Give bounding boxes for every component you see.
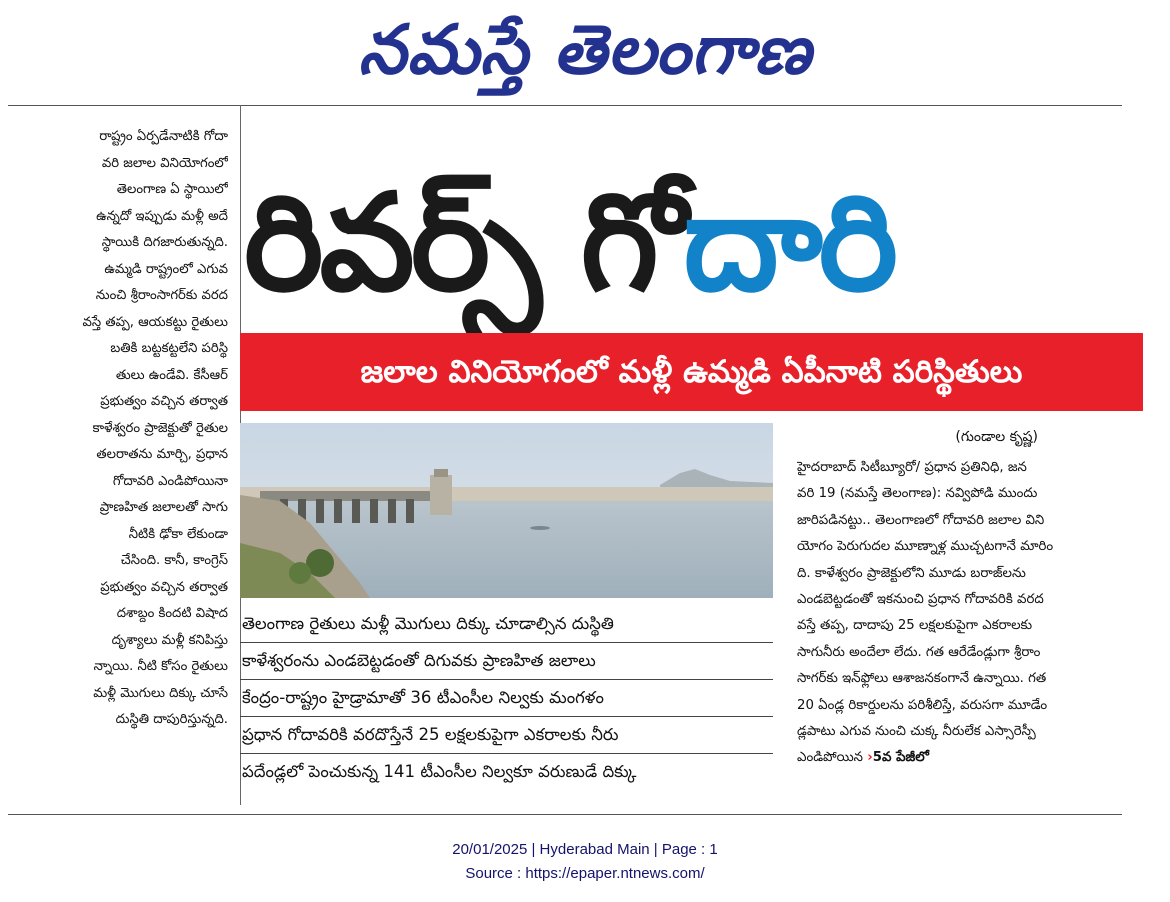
sidebar-line: నుంచి శ్రీరాంసాగర్‌కు వరద (95, 288, 228, 303)
sidebar-line: రాష్ట్రం ఏర్పడేనాటికి గోదా (99, 129, 228, 144)
sidebar-line: ప్రాణహిత జలాలతో సాగు (99, 500, 228, 515)
sidebar-line: ప్రభుత్వం వచ్చిన తర్వాత (100, 579, 228, 595)
footer-source-link[interactable]: Source : https://epaper.ntnews.com/ (465, 865, 705, 882)
article-line: సాగర్‌కు ఇన్‌ఫ్లోలు ఆశాజనకంగానే ఉన్నాయి. గత (797, 671, 1047, 687)
caption-list (240, 606, 773, 790)
sidebar-line: దుస్థితి దాపురిస్తున్నది. (115, 712, 228, 727)
caption-bullet: తెలంగాణ రైతులు మళ్లీ మొగులు దిక్కు చూడాల్సిన దుస్థితి (240, 606, 773, 643)
article-line: డ్లపాటు ఎగువ నుంచి చుక్క నీరులేక ఎస్సారెస్పీ (797, 724, 1036, 740)
sidebar-line: ఉన్నదో ఇప్పుడు మళ్లీ అదే (96, 208, 228, 224)
sidebar-line: ప్రభుత్వం వచ్చిన తర్వాత (100, 394, 228, 409)
sidebar-line: మళ్లీ మొగులు దిక్కు చూసే (93, 685, 228, 701)
article-lines (797, 455, 1137, 745)
sidebar-line: తులు ఉండేవి. కేసీఆర్ (115, 367, 228, 383)
article-line: ది. కాళేశ్వరం ప్రాజెక్టులోని మూడు బరాజ్‌లను (797, 565, 1026, 581)
article-line: 20 ఏండ్ల రికార్డులను పరిశీలిస్తే, వరుసగా మూడేం (797, 697, 1048, 713)
top-divider (8, 105, 1122, 106)
sidebar-line: చేసింది. కానీ, కాంగ్రెస్ (120, 553, 228, 568)
article-line: వస్తే తప్ప, దాదాపు 25 లక్షలకుపైగా ఎకరాలకు (797, 618, 1033, 634)
caption-bullet: కేంద్రం-రాష్ట్రం హైడ్రామాతో 36 టీఎంసీల నిల్వకు మంగళం (240, 680, 773, 717)
caption-bullet: పదేండ్లలో పెంచుకున్న 141 టీఎంసీల నిల్వకూ వరుణుడే దిక్కు (242, 762, 637, 781)
article-line: సాగునీరు అందేలా లేదు. గత ఆరేడేండ్లుగా శ్రీరాం (797, 644, 1041, 660)
continue-page-link[interactable]: 5వ పేజీలో (872, 750, 929, 766)
article-body (797, 455, 1137, 772)
continue-arrow-icon: › (867, 750, 873, 766)
article-line: హైదరాబాద్‌ సిటీబ్యూరో/ ప్రధాన ప్రతినిధి, జన (797, 460, 1027, 475)
article-last-text: ఎండిపోయిన (797, 750, 864, 766)
footer (0, 838, 1170, 886)
sidebar-line: నీటికి ఢోకా లేకుండా (128, 526, 228, 542)
sidebar-line: ఉమ్మడి రాష్ట్రంలో ఎగువ (104, 261, 228, 277)
sidebar-line: తెలంగాణ ఏ స్థాయిలో (116, 182, 228, 197)
sidebar-line: దృశ్యాలు మళ్లీ కనిపిస్తు (111, 632, 228, 648)
caption-bullet: కాళేశ్వరంను ఎండబెట్టడంతో దిగువకు ప్రాణహిత జలాలు (240, 643, 773, 680)
article-line: జారిపడినట్టు.. తెలంగాణలో గోదావరి జలాల విని (797, 512, 1045, 528)
headline (244, 148, 1144, 338)
barrage-photo (240, 423, 773, 598)
subheadline-banner: జలాల వినియోగంలో మళ్లీ ఉమ్మడి ఏపీనాటి పరిస్థితులు (240, 333, 1143, 411)
sidebar-line: కాళేశ్వరం ప్రాజెక్టుతో రైతుల (92, 420, 228, 436)
article-line: యోగం పెరుగుదల మూణ్నాళ్ల ముచ్చటగానే మారిం (797, 539, 1054, 555)
sidebar-line: దశాబ్దం కిందటి విషాద (116, 606, 228, 621)
sidebar-column (18, 124, 228, 734)
sidebar-line: బతికి బట్టకట్టలేని పరిస్థి (110, 341, 228, 356)
sidebar-line: వరి జలాల వినియోగంలో (101, 155, 228, 171)
sidebar-line: తలరాతను మార్చి, ప్రధాన (96, 447, 228, 462)
headline-black: రివర్స్‌ గో (244, 165, 684, 321)
author-byline: (గుండాల కృష్ణ) (955, 429, 1038, 445)
sidebar-line: స్థాయికి దిగజారుతున్నది. (101, 235, 228, 250)
caption-bullet: ప్రధాన గోదావరికి వరదొస్తేనే 25 లక్షలకుపైగా ఎకరాలకు నీరు (240, 717, 773, 754)
article-line: ఎండబెట్టడంతో ఇకనుంచి ప్రధాన గోదావరికి వరద (797, 592, 1044, 608)
article-last-line (797, 745, 1137, 771)
masthead-title: నమస్తే తెలంగాణ (358, 11, 812, 90)
footer-edition-info: 20/01/2025 | Hyderabad Main | Page : 1 (452, 841, 718, 858)
sidebar-line: వస్తే తప్ప, ఆయకట్టు రైతులు (82, 314, 228, 330)
bottom-divider (8, 814, 1122, 815)
headline-blue: దారి (683, 165, 895, 321)
article-line: వరి 19 (నమస్తే తెలంగాణ): నవ్విపోడి ముందు (797, 486, 1038, 502)
sidebar-line: న్నాయి. నీటి కోసం రైతులు (93, 659, 228, 674)
sidebar-line: గోదావరి ఎండిపోయినా (112, 473, 228, 489)
